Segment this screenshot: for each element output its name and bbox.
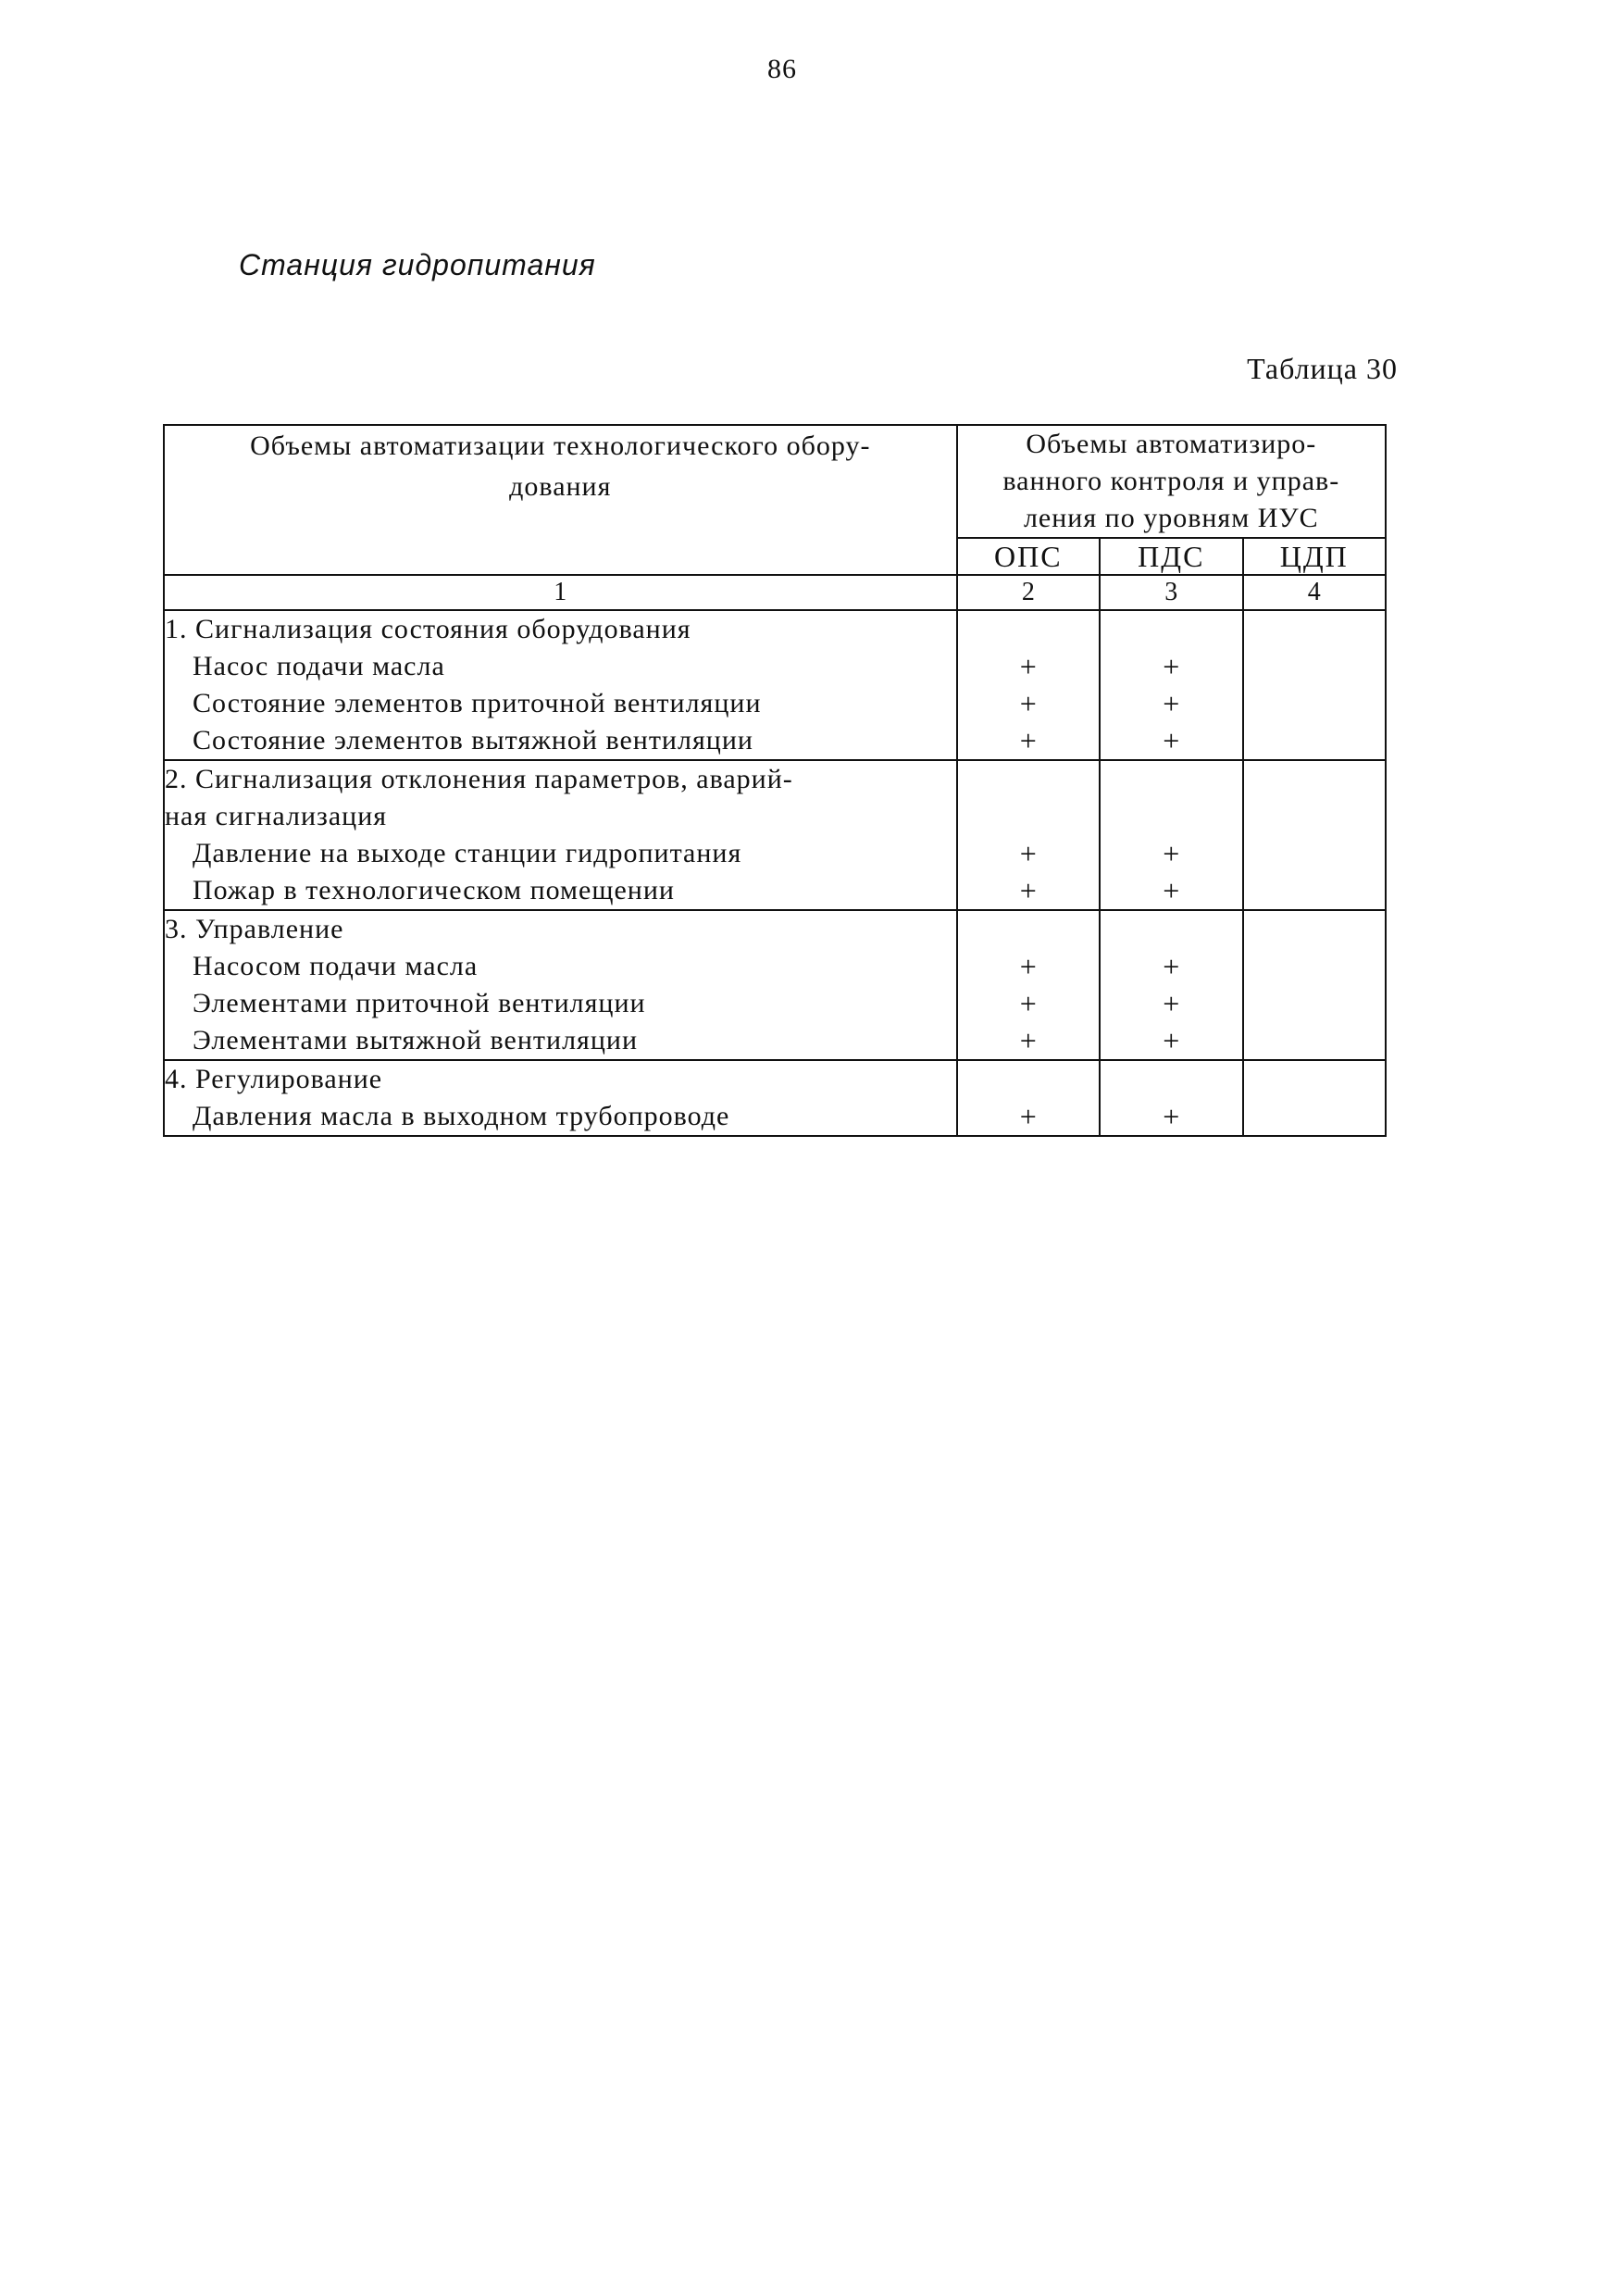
- table-group-row: [164, 910, 1386, 1060]
- header-control-levels: [957, 425, 1386, 538]
- group-title: 2. Сигнализация отклонения параметров, аварий-: [165, 764, 793, 794]
- header-equipment-line: дования: [509, 471, 612, 502]
- group-title: ная сигнализация: [165, 801, 388, 831]
- mark-column-ops: [957, 1060, 1100, 1136]
- group-title: 1. Сигнализация состояния оборудования: [165, 614, 691, 644]
- mark-ops: +: [1019, 950, 1037, 983]
- mark-ops: +: [1019, 687, 1037, 720]
- mark-pds: +: [1163, 724, 1180, 757]
- column-number: 1: [164, 575, 957, 610]
- mark-cdp: [1244, 685, 1386, 722]
- row-label: Состояние элементов приточной вентиляции: [193, 688, 762, 718]
- empty-mark: [1101, 1061, 1241, 1098]
- mark-column-ops: [957, 610, 1100, 760]
- header-equipment: [164, 425, 957, 575]
- mark-pds: +: [1163, 837, 1180, 870]
- empty-mark: [1101, 761, 1241, 798]
- mark-ops: +: [1019, 837, 1037, 870]
- row-label: Состояние элементов вытяжной вентиляции: [193, 725, 753, 755]
- mark-column-cdp: [1243, 610, 1387, 760]
- mark-pds: +: [1163, 987, 1180, 1020]
- empty-mark: [1244, 611, 1386, 648]
- mark-column-pds: [1100, 910, 1242, 1060]
- mark-column-ops: [957, 910, 1100, 1060]
- automation-table: [163, 424, 1387, 1137]
- mark-cdp: [1244, 872, 1386, 909]
- group-items: [164, 610, 957, 760]
- mark-column-pds: [1100, 610, 1242, 760]
- row-label: Элементами приточной вентиляции: [193, 988, 646, 1018]
- mark-cdp: [1244, 722, 1386, 759]
- column-number: 3: [1100, 575, 1242, 610]
- row-label: Давления масла в выходном трубопроводе: [193, 1101, 730, 1131]
- mark-column-cdp: [1243, 760, 1387, 910]
- table-group-row: [164, 1060, 1386, 1136]
- section-title: Станция гидропитания: [239, 248, 596, 281]
- empty-mark: [958, 798, 1099, 835]
- mark-ops: +: [1019, 987, 1037, 1020]
- mark-pds: +: [1163, 874, 1180, 907]
- mark-pds: +: [1163, 950, 1180, 983]
- mark-column-cdp: [1243, 1060, 1387, 1136]
- group-title: 4. Регулирование: [165, 1064, 383, 1094]
- mark-column-cdp: [1243, 910, 1387, 1060]
- group-items: [164, 760, 957, 910]
- level-cdp: ЦДП: [1243, 538, 1387, 575]
- mark-column-pds: [1100, 1060, 1242, 1136]
- level-ops: ОПС: [957, 538, 1100, 575]
- mark-ops: +: [1019, 1024, 1037, 1057]
- mark-ops: +: [1019, 650, 1037, 683]
- level-pds: ПДС: [1100, 538, 1242, 575]
- empty-mark: [958, 611, 1099, 648]
- mark-pds: +: [1163, 650, 1180, 683]
- header-control-line: ления по уровням ИУС: [1023, 503, 1319, 533]
- mark-column-pds: [1100, 760, 1242, 910]
- row-label: Насосом подачи масла: [193, 951, 479, 981]
- mark-cdp: [1244, 835, 1386, 872]
- table-group-row: [164, 610, 1386, 760]
- mark-cdp: [1244, 648, 1386, 685]
- empty-mark: [958, 761, 1099, 798]
- header-equipment-line: Объемы автоматизации технологического обору-: [250, 430, 871, 461]
- mark-cdp: [1244, 1098, 1386, 1135]
- row-label: Пожар в технологическом помещении: [193, 875, 675, 905]
- mark-pds: +: [1163, 1100, 1180, 1133]
- group-items: [164, 1060, 957, 1136]
- empty-mark: [958, 911, 1099, 948]
- mark-ops: +: [1019, 1100, 1037, 1133]
- mark-ops: +: [1019, 874, 1037, 907]
- mark-column-ops: [957, 760, 1100, 910]
- column-number: 2: [957, 575, 1100, 610]
- page-number: 86: [767, 54, 797, 84]
- row-label: Элементами вытяжной вентиляции: [193, 1025, 639, 1055]
- group-title: 3. Управление: [165, 914, 344, 944]
- mark-ops: +: [1019, 724, 1037, 757]
- column-number: 4: [1243, 575, 1387, 610]
- table-number-row: [164, 575, 1386, 610]
- row-label: Насос подачи масла: [193, 651, 445, 681]
- table-caption: Таблица 30: [1247, 352, 1398, 385]
- header-control-line: ванного контроля и управ-: [1002, 466, 1340, 496]
- empty-mark: [1244, 1061, 1386, 1098]
- empty-mark: [958, 1061, 1099, 1098]
- mark-pds: +: [1163, 1024, 1180, 1057]
- mark-cdp: [1244, 985, 1386, 1022]
- empty-mark: [1101, 911, 1241, 948]
- empty-mark: [1244, 911, 1386, 948]
- mark-cdp: [1244, 948, 1386, 985]
- group-items: [164, 910, 957, 1060]
- empty-mark: [1244, 761, 1386, 798]
- mark-cdp: [1244, 1022, 1386, 1059]
- table-group-row: [164, 760, 1386, 910]
- mark-pds: +: [1163, 687, 1180, 720]
- table-header-row: [164, 425, 1386, 538]
- empty-mark: [1101, 798, 1241, 835]
- row-label: Давление на выходе станции гидропитания: [193, 838, 742, 868]
- header-control-line: Объемы автоматизиро-: [1026, 429, 1317, 459]
- empty-mark: [1101, 611, 1241, 648]
- empty-mark: [1244, 798, 1386, 835]
